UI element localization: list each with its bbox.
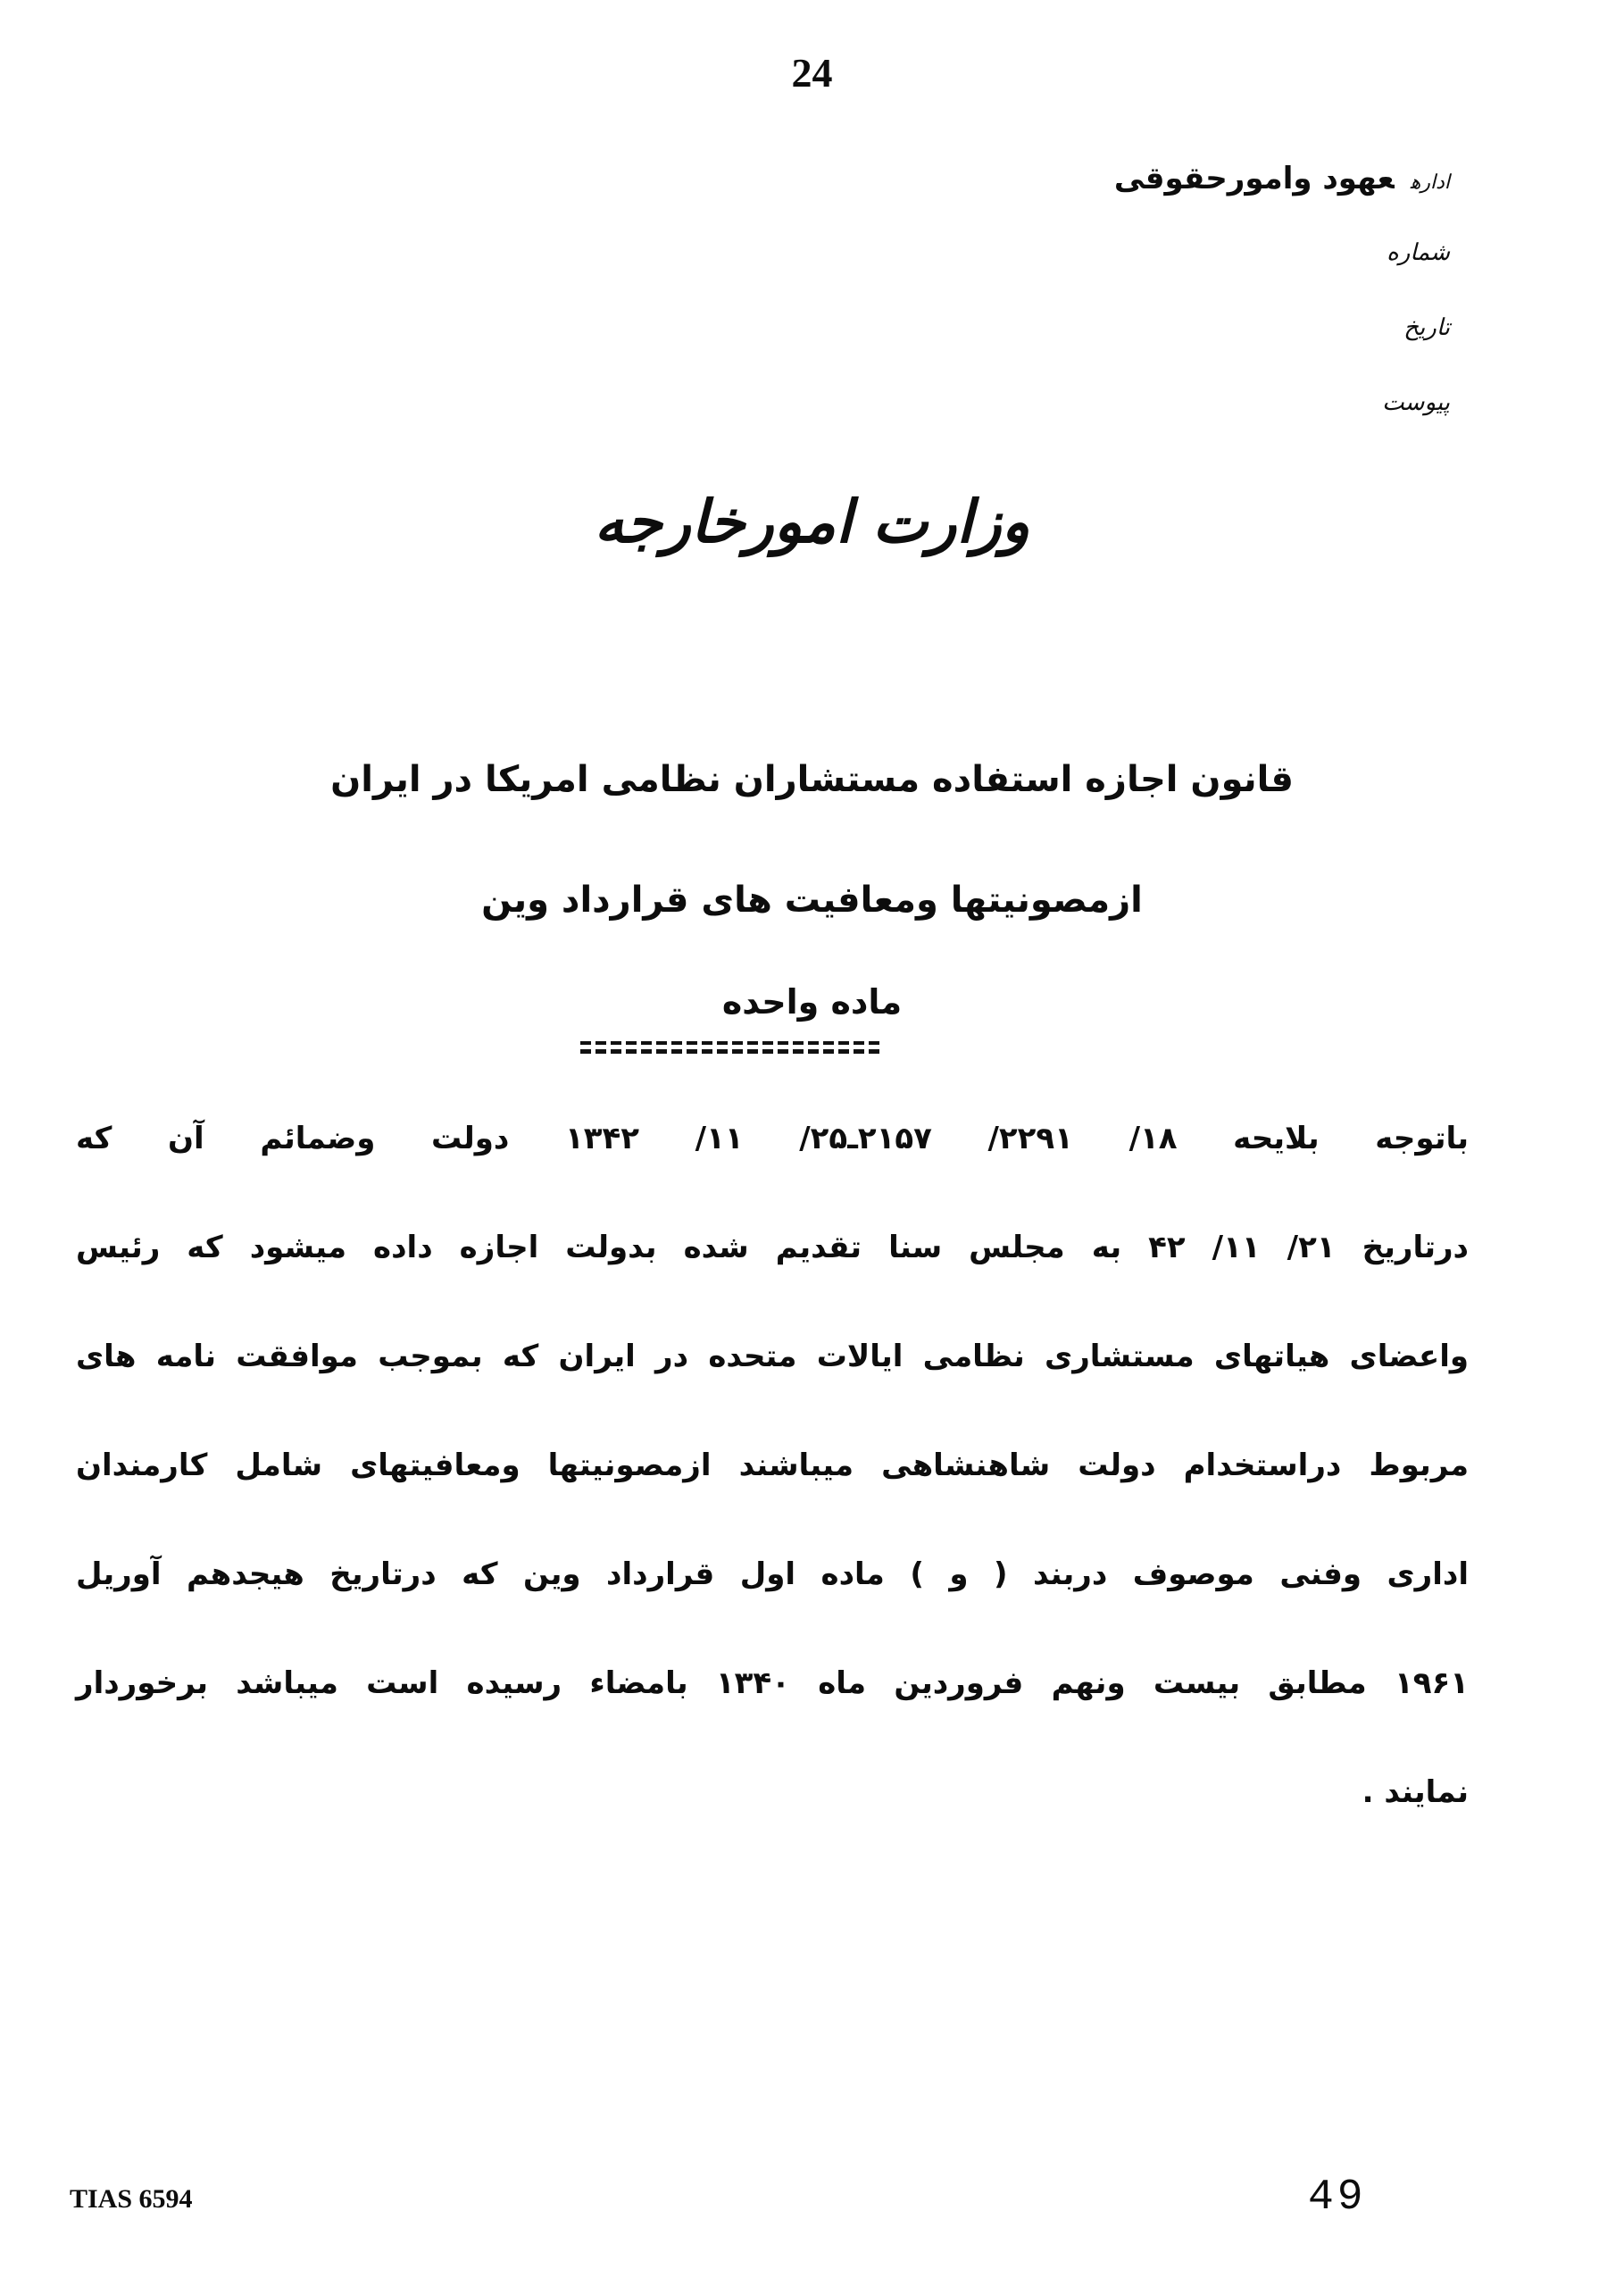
enclosure-label: پیوست — [1382, 389, 1450, 416]
body-line: درتاریخ ۲۱/ ۱۱/ ۴۲ به مجلس سنا تقدیم شده بدولت اجازه داده میشود که رئیس — [76, 1230, 1469, 1265]
article-heading — [0, 982, 1624, 1025]
letterhead-enclosure — [1366, 389, 1450, 416]
number-label: شماره — [1387, 239, 1450, 266]
page-number-top: 24 — [791, 50, 833, 96]
tias-reference: TIAS 6594 — [70, 2184, 193, 2214]
body-line: باتوجه بلایحه ۱۸/ ۲۲۹۱/ ۲۱۵۷ـ۲۵/ ۱۱/ ۱۳۴۲ دولت وضمائم آن که — [76, 1121, 1470, 1156]
body-line: اداری وفنی موصوف دربند ( و ) ماده اول قرارداد وین که درتاریخ هیجدهم آوریل — [76, 1556, 1469, 1592]
body-last-line: نمایند . — [1362, 1774, 1469, 1810]
body-line: واعضای هیاتهای مستشاری نظامی ایالات متحده در ایران که بموجب موافقت نامه های — [76, 1339, 1469, 1374]
letterhead-number — [1370, 239, 1450, 266]
ministry-header: وزارت امورخارجه — [594, 487, 1030, 556]
office-label: اداره — [1410, 171, 1450, 194]
law-title-line-1: قانون اجازه استفاده مستشاران نظامی امریکا در ایران — [330, 759, 1294, 800]
double-dashed-underline — [580, 1041, 884, 1054]
body-line: مربوط دراستخدام دولت شاهنشاهی میباشند ازمصونیتها ومعافیتهای شامل کارمندان — [76, 1448, 1469, 1483]
letterhead-office — [1114, 161, 1450, 196]
body-line: ۱۹۶۱ مطابق بیست ونهم فروردین ماه ۱۳۴۰ بامضاء رسیده است میباشد برخوردار — [76, 1665, 1469, 1701]
law-title-line-2: ازمصونیتها ومعافیت های قرارداد وین — [481, 880, 1143, 921]
office-value: عهود وامورحقوقی — [1113, 161, 1395, 196]
page-number-bottom: 49 — [1308, 2173, 1367, 2222]
date-label: تاریخ — [1403, 314, 1450, 341]
letterhead-date — [1387, 314, 1450, 341]
article-heading-text: ماده واحده — [721, 982, 903, 1022]
